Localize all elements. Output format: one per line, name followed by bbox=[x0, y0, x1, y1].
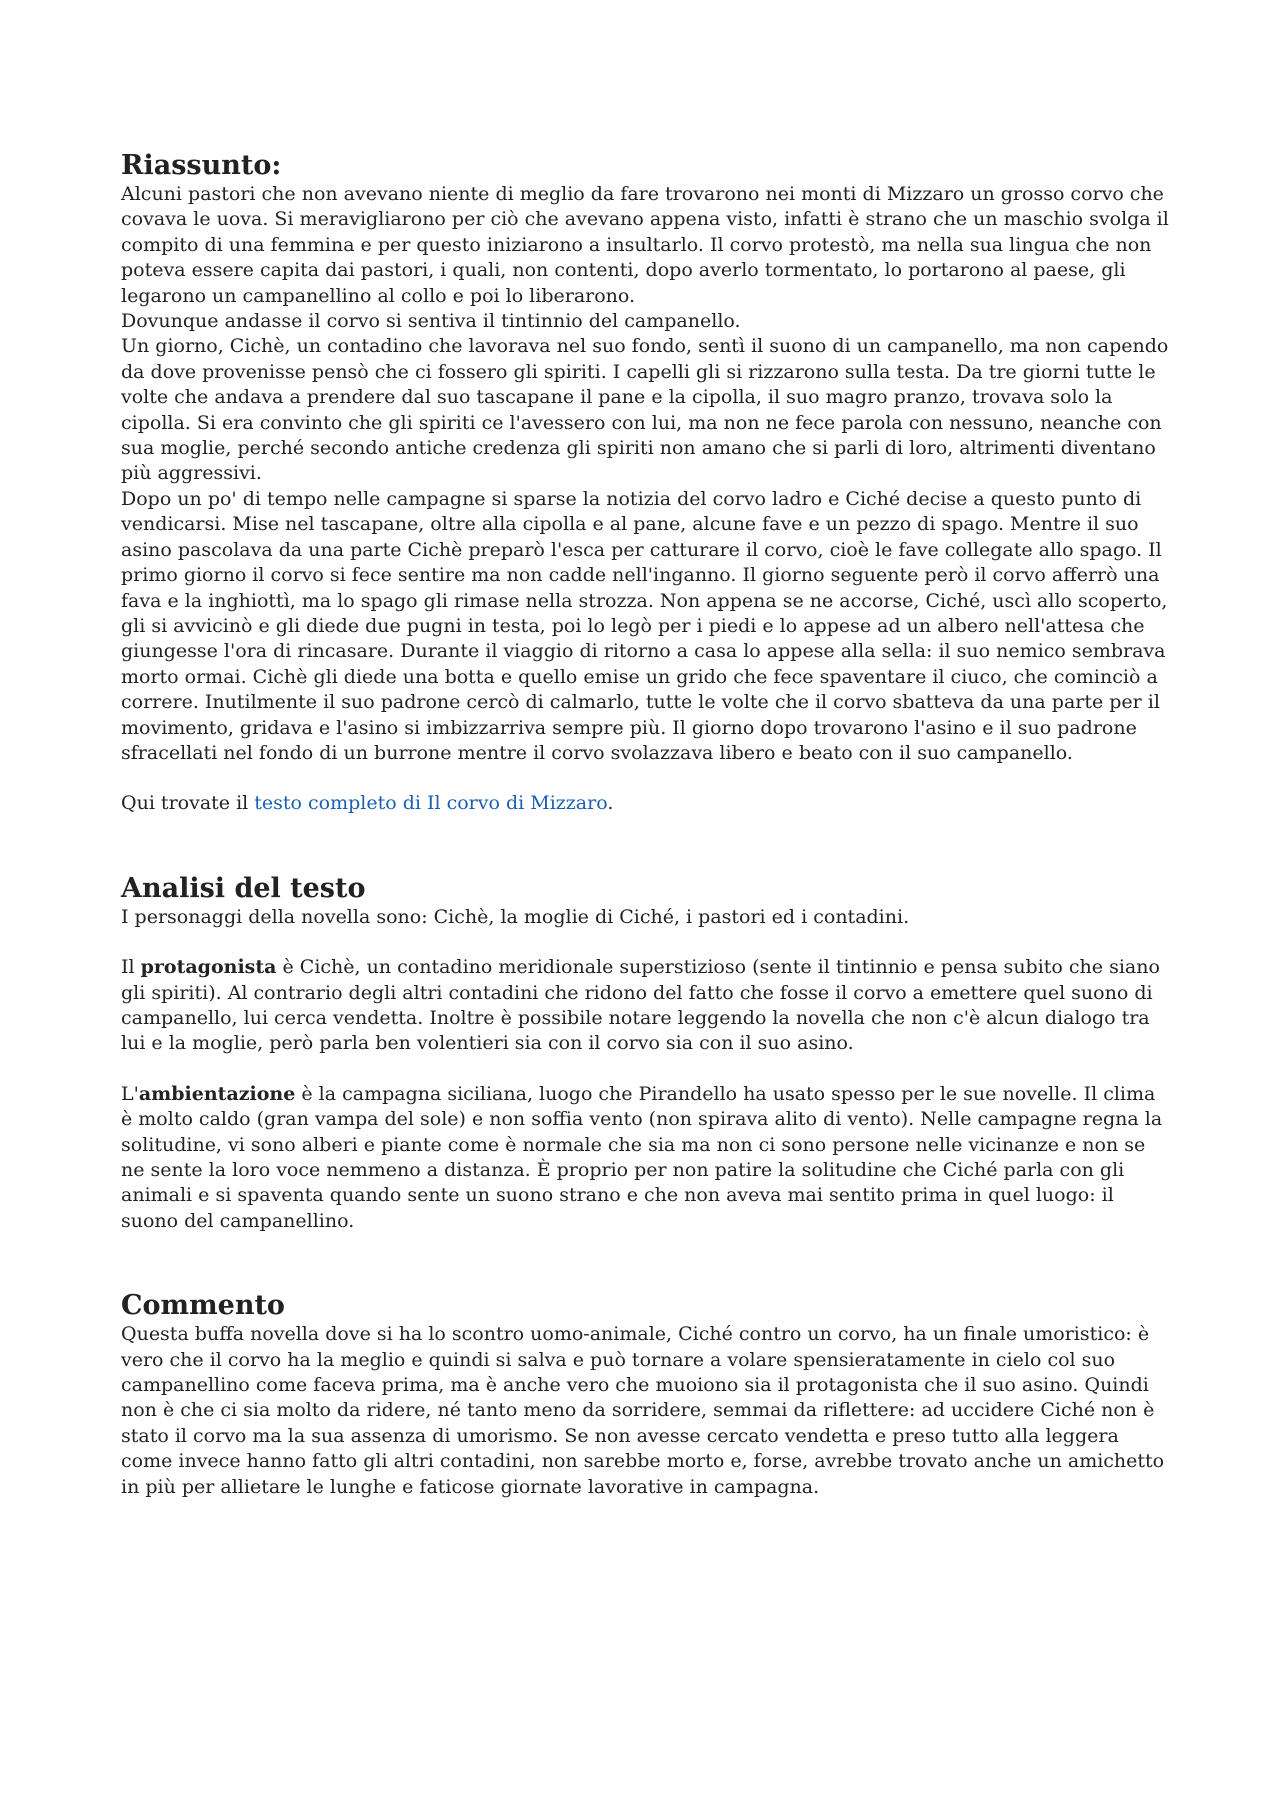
comment-paragraph: Questa buffa novella dove si ha lo scontro uomo-animale, Ciché contro un corvo, ha un finale umoristico: è vero che il corvo ha la meglio e quindi si salva e può tornare a volare spensieratamente in cielo col suo campanellino come faceva prima, ma è anche vero che muoiono sia il protagonista che il suo asino. Quindi non è che ci sia molto da ridere, né tanto meno da sorridere, semmai da riflettere: ad uccidere Ciché non è stato il corvo ma la sua assenza di umorismo. Se non avesse cercato vendetta e preso tutto alla leggera come invece hanno fatto gli altri contadini, non sarebbe morto e, forse, avrebbe trovato anche un amichetto in più per allietare le lunghe e faticose giornate lavorative in campagna. bbox=[121, 1323, 1165, 1498]
link-suffix: . bbox=[607, 792, 614, 815]
summary-paragraph-3: Un giorno, Cichè, un contadino che lavorava nel suo fondo, sentì il suono di un campanello, ma non capendo da dove provenisse pensò che ci fossero gli spiriti. I capelli gli si rizzarono sulla testa. Da tre giorni tutte le volte che andava a prendere dal suo tascapane il pane e la cipolla, il suo magro pranzo, trovava solo la cipolla. Si era convinto che gli spiriti ce l'avessero con lui, ma non ne fece parola con nessuno, neanche con sua moglie, perché secondo antiche credenza gli spiriti non amano che si parli di loro, altrimenti diventano più aggressivi. bbox=[121, 335, 1169, 485]
protagonist-term: protagonista bbox=[140, 956, 277, 979]
summary-paragraph-1: Alcuni pastori che non avevano niente di meglio da fare trovarono nei monti di Mizzaro un grosso corvo che covava le uova. Si meravigliarono per ciò che avevano appena visto, infatti è strano che un maschio svolga il compito di una femmina e per questo iniziarono a insultarlo. Il corvo protestò, ma nella sua lingua che non poteva essere capita dai pastori, i quali, non contenti, dopo averlo tormentato, lo portarono al paese, gli legarono un campanellino al collo e poi lo liberarono. bbox=[121, 183, 1169, 307]
setting-paragraph bbox=[121, 1082, 1171, 1234]
protagonist-text: è Cichè, un contadino meridionale superstizioso (sente il tintinnio e pensa subito che siano gli spiriti). Al contrario degli altri contadini che ridono del fatto che fosse il corvo a emettere quel suono di campanello, lui cerca vendetta. Inoltre è possibile notare leggendo la novella che non c'è alcun dialogo tra lui e la moglie, però parla ben volentieri sia con il corvo sia con il suo asino. bbox=[121, 956, 1160, 1055]
setting-prefix: L' bbox=[121, 1082, 139, 1105]
document-page bbox=[121, 150, 1171, 1500]
full-text-line bbox=[121, 791, 1171, 816]
summary-heading: Riassunto: bbox=[121, 150, 282, 181]
analysis-section bbox=[121, 873, 1171, 1234]
comment-heading: Commento bbox=[121, 1290, 285, 1322]
protagonist-paragraph bbox=[121, 955, 1171, 1057]
setting-term: ambientazione bbox=[138, 1082, 296, 1105]
setting-text: è la campagna siciliana, luogo che Pirandello ha usato spesso per le sue novelle. Il clima è molto caldo (gran vampa del sole) e non soffia vento (non spirava alito di vento). Nelle campagne regna la solitudine, vi sono alberi e piante come è normale che sia ma non ci sono persone nelle vicinanze e non se ne sente la loro voce nemmeno a distanza. È proprio per non patire la solitudine che Ciché parla con gli animali e si spaventa quando sente un suono strano e che non aveva mai sentito prima in quel luogo: il suono del campanellino. bbox=[121, 1082, 1163, 1232]
link-prefix: Qui trovate il bbox=[121, 792, 255, 815]
characters-paragraph: I personaggi della novella sono: Cichè, la moglie di Ciché, i pastori ed i contadini. bbox=[121, 905, 910, 928]
full-text-link[interactable]: testo completo di Il corvo di Mizzaro bbox=[254, 792, 608, 815]
analysis-heading: Analisi del testo bbox=[121, 872, 366, 904]
summary-section bbox=[121, 150, 1171, 817]
protagonist-prefix: Il bbox=[121, 956, 141, 979]
comment-section bbox=[121, 1290, 1171, 1500]
summary-paragraph-2: Dovunque andasse il corvo si sentiva il tintinnio del campanello. bbox=[121, 310, 741, 333]
summary-paragraph-4: Dopo un po' di tempo nelle campagne si sparse la notizia del corvo ladro e Ciché decise a questo punto di vendicarsi. Mise nel tascapane, oltre alla cipolla e al pane, alcune fave e un pezzo di spago. Mentre il suo asino pascolava da una parte Cichè preparò l'esca per catturare il corvo, cioè le fave collegate allo spago. Il primo giorno il corvo si fece sentire ma non cadde nell'inganno. Il giorno seguente però il corvo afferrò una fava e la inghiottì, ma lo spago gli rimase nella strozza. Non appena se ne accorse, Ciché, uscì allo scoperto, gli si avvicinò e gli diede due pugni in testa, poi lo legò per i piedi e lo appese ad un albero nell'attesa che giungesse l'ora di rincasare. Durante il viaggio di ritorno a casa lo appese alla sella: il suo nemico sembrava morto ormai. Cichè gli diede una botta e quello emise un grido che fece spaventare il ciuco, che cominciò a correre. Inutilmente il suo padrone cercò di calmarlo, tutte le volte che il corvo sbatteva da una parte per il movimento, gridava e l'asino si imbizzarriva sempre più. Il giorno dopo trovarono l'asino e il suo padrone sfracellati nel fondo di un burrone mentre il corvo svolazzava libero e beato con il suo campanello. bbox=[121, 487, 1168, 764]
